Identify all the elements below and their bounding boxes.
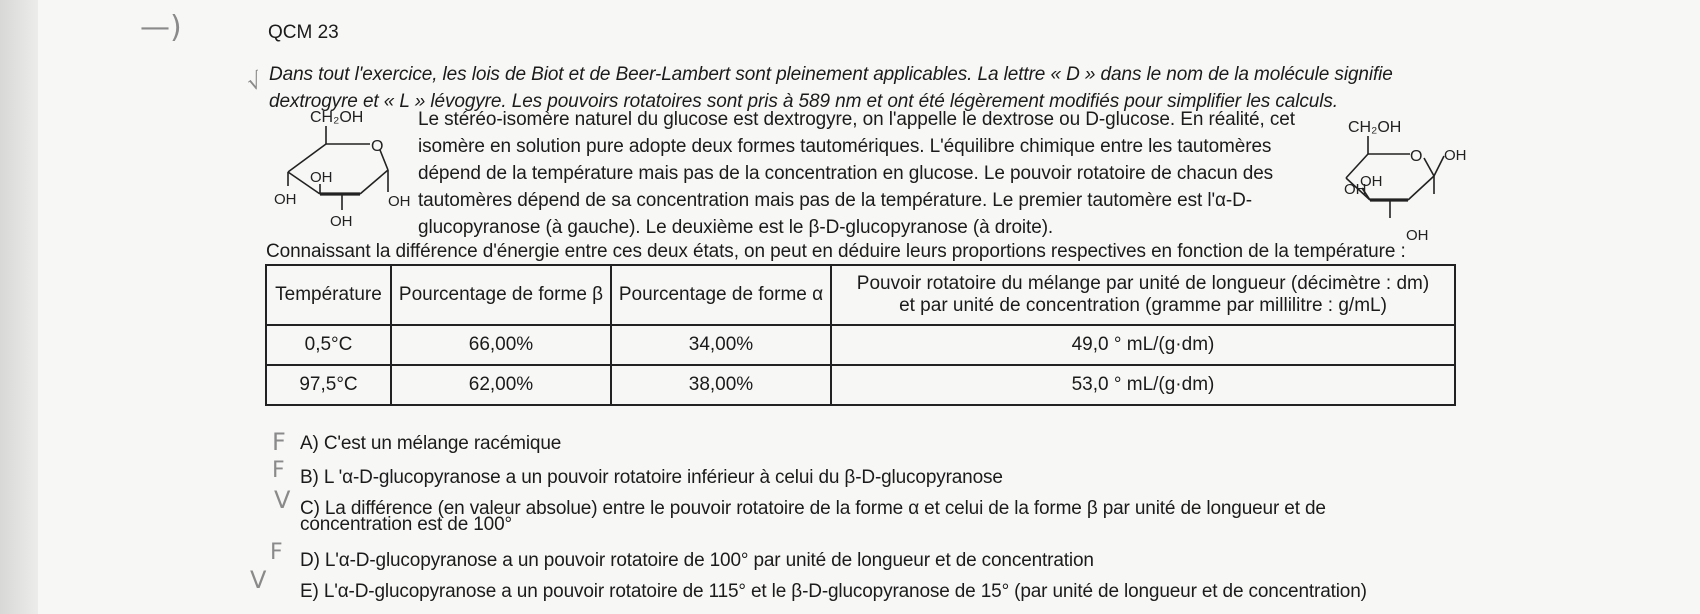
cell-rotatory-power: 49,0 ° mL/(g·dm) xyxy=(831,325,1455,365)
oh-label: OH xyxy=(388,193,411,210)
ring-oxygen-label: O xyxy=(371,138,384,155)
handwritten-mark-b: F xyxy=(272,458,285,483)
oh-label: OH xyxy=(1360,173,1383,190)
paragraph-line-2: isomère en solution pure adopte deux formes tautomériques. L'équilibre chimique entre les tautomères xyxy=(418,136,1272,157)
handwritten-mark-d: F xyxy=(270,540,283,565)
oh-label: OH xyxy=(310,169,333,186)
header-rotatory-power-line-1: Pouvoir rotatoire du mélange par unité de longueur (décimètre : dm) xyxy=(856,273,1430,294)
cell-alpha: 38,00% xyxy=(611,365,831,405)
question-title: QCM 23 xyxy=(268,22,339,43)
header-alpha: Pourcentage de forme α xyxy=(611,265,831,325)
ch2oh-label: CH₂OH xyxy=(1348,119,1402,136)
cell-alpha: 34,00% xyxy=(611,325,831,365)
paragraph-line-5: glucopyranose (à gauche). Le deuxième est le β-D-glucopyranose (à droite). xyxy=(418,217,1054,238)
cell-rotatory-power: 53,0 ° mL/(g·dm) xyxy=(831,365,1455,405)
scan-edge-shadow xyxy=(0,0,38,614)
cell-temperature: 0,5°C xyxy=(266,325,391,365)
ch2oh-label: CH₂OH xyxy=(310,109,364,126)
oh-label: OH xyxy=(1406,227,1429,244)
intro-line-1: Dans tout l'exercice, les lois de Biot et de Beer-Lambert sont pleinement applicables. La lettre « D » dans le nom de la molécule signifie xyxy=(269,64,1393,85)
cell-beta: 66,00% xyxy=(391,325,611,365)
oh-label: OH xyxy=(274,191,297,208)
header-rotatory-power xyxy=(831,265,1455,325)
handwritten-arrow: —) xyxy=(140,10,182,45)
option-d: D) L'α-D-glucopyranose a un pouvoir rotatoire de 100° par unité de longueur et de concentration xyxy=(300,550,1094,571)
oh-label: OH xyxy=(1444,147,1467,164)
handwritten-mark-a: F xyxy=(272,428,286,456)
intro-line-2: dextrogyre et « L » lévogyre. Les pouvoirs rotatoires sont pris à 589 nm et ont été légèrement modifiés pour simplifier les calculs. xyxy=(269,91,1338,112)
header-beta: Pourcentage de forme β xyxy=(391,265,611,325)
handwritten-check: √ xyxy=(244,68,266,97)
paragraph-line-3: dépend de la température mais pas de la concentration en glucose. Le pouvoir rotatoire de chacun des xyxy=(418,163,1274,184)
alpha-glucopyranose-structure xyxy=(270,104,420,234)
table-row xyxy=(266,365,1455,405)
header-temperature: Température xyxy=(266,265,391,325)
paragraph-line-1: Le stéréo-isomère naturel du glucose est dextrogyre, on l'appelle le dextrose ou D-glucose. En réalité, cet xyxy=(418,109,1295,130)
option-b: B) L 'α-D-glucopyranose a un pouvoir rotatoire inférieur à celui du β-D-glucopyranose xyxy=(300,467,1003,488)
option-c-line-1: C) La différence (en valeur absolue) entre le pouvoir rotatoire de la forme α et celui de la forme β par unité de longueur et de xyxy=(300,498,1326,519)
header-rotatory-power-line-2: et par unité de concentration (gramme par millilitre : g/mL) xyxy=(899,295,1387,316)
table-lead-in: Connaissant la différence d'énergie entre ces deux états, on peut en déduire leurs proportions respectives en fonction de la température : xyxy=(266,241,1406,262)
table-header-row xyxy=(266,265,1455,325)
oh-label: OH xyxy=(330,213,353,230)
option-a: A) C'est un mélange racémique xyxy=(300,433,562,454)
oh-label: OH xyxy=(1344,181,1367,198)
cell-temperature: 97,5°C xyxy=(266,365,391,405)
option-e: E) L'α-D-glucopyranose a un pouvoir rotatoire de 115° et le β-D-glucopyranose de 15° (par unité de longueur et de concentration) xyxy=(300,581,1367,602)
cell-beta: 62,00% xyxy=(391,365,611,405)
table-row xyxy=(266,325,1455,365)
paragraph-line-4: tautomères dépend de sa concentration mais pas de la température. Le premier tautomère est l'α-D- xyxy=(418,190,1252,211)
beta-glucopyranose-structure xyxy=(1340,114,1480,250)
ring-oxygen-label: O xyxy=(1410,148,1423,165)
temperature-proportion-table xyxy=(265,264,1456,406)
handwritten-mark-c: V xyxy=(274,486,291,514)
handwritten-mark-e: V xyxy=(250,566,267,594)
option-c-line-2: concentration est de 100° xyxy=(300,514,512,535)
